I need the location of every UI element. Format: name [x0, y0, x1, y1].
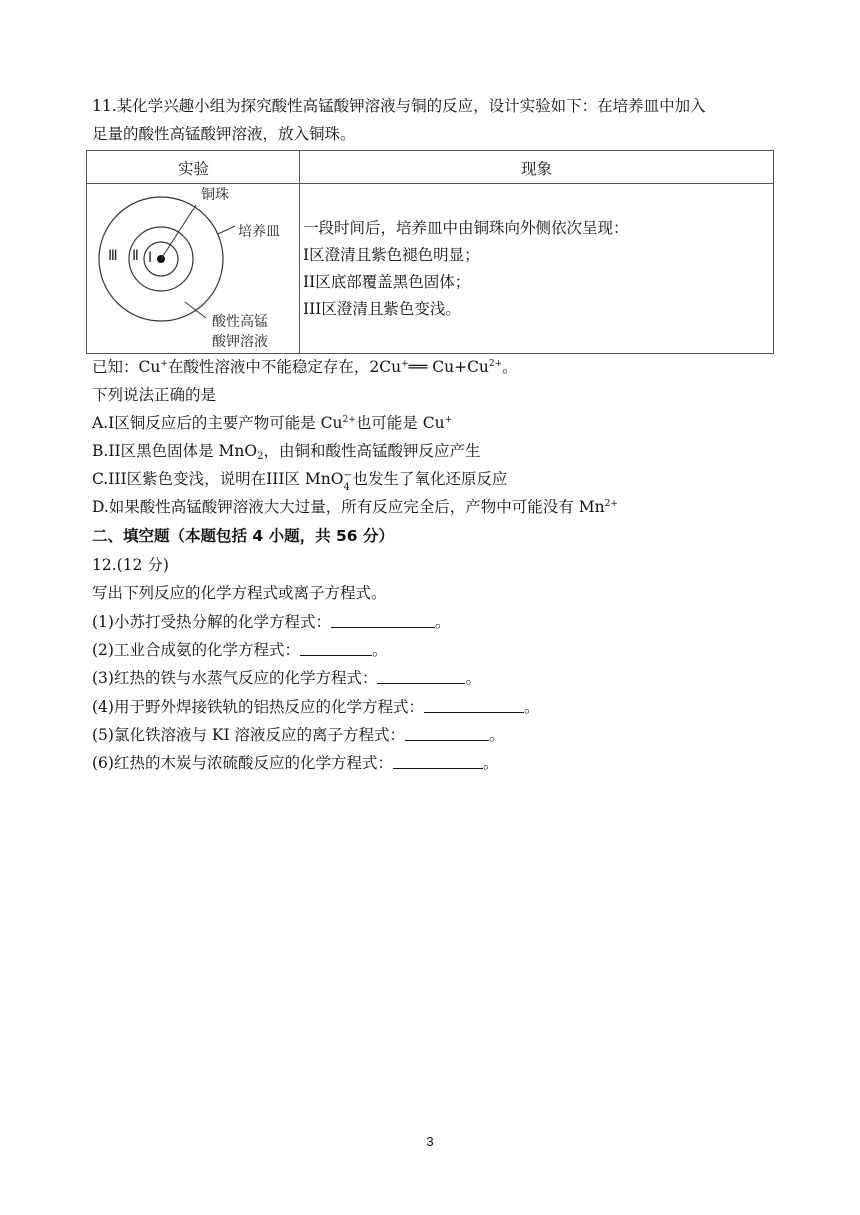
label-solution-1: 酸性高锰: [212, 314, 268, 330]
q11-stem-line2: 足量的酸性高锰酸钾溶液，放入铜珠。: [92, 125, 356, 143]
header-phenomenon: 现象: [521, 160, 553, 178]
phenomenon-line-1: 一段时间后，培养皿中由铜珠向外侧依次呈现：: [303, 219, 629, 237]
answer-blank-5[interactable]: [405, 725, 489, 741]
q11-prompt: 下列说法正确的是: [92, 386, 217, 404]
option-c: C.III区紫色变浅，说明在III区 MnO − 4 也发生了氧化还原反应: [92, 470, 508, 493]
section-heading: 二、填空题（本题包括 4 小题，共 56 分）: [92, 527, 394, 545]
copper-pointer: [161, 205, 196, 259]
known-condition: 已知：Cu+在酸性溶液中不能稳定存在，2Cu+══ $Cu+Cu^{2+}$。: [92, 358, 518, 376]
option-b: B.II区黑色固体是 MnO$_2$，由铜和酸性高锰酸钾反应产生: [92, 442, 481, 462]
q12-item-5: (5)氯化铁溶液与 KI 溶液反应的离子方程式： 。: [92, 726, 505, 744]
table-divider: [299, 151, 300, 353]
page-number: 3: [426, 1134, 434, 1149]
q11-stem-line1: 11.某化学兴趣小组为探究酸性高锰酸钾溶液与铜的反应，设计实验如下：在培养皿中加入: [92, 97, 706, 115]
q12-item-3: (3)红热的铁与水蒸气反应的化学方程式： 。: [92, 669, 481, 687]
petri-dish-diagram: [88, 184, 298, 358]
answer-blank-3[interactable]: [377, 668, 465, 684]
label-solution-2: 酸钾溶液: [212, 334, 268, 350]
label-petri-dish: 培养皿: [238, 224, 280, 240]
answer-blank-2[interactable]: [300, 640, 372, 656]
label-zone2: Ⅱ: [132, 248, 139, 264]
phenomenon-line-3: II区底部覆盖黑色固体；: [303, 273, 471, 291]
answer-blank-4[interactable]: [424, 697, 524, 713]
q12-item-2: (2)工业合成氨的化学方程式： 。: [92, 641, 388, 659]
answer-blank-1[interactable]: [331, 612, 435, 628]
q12-item-1: (1)小苏打受热分解的化学方程式： 。: [92, 613, 451, 631]
phenomenon-line-4: III区澄清且紫色变浅。: [303, 300, 461, 318]
header-experiment: 实验: [178, 160, 210, 178]
q12-intro: 写出下列反应的化学方程式或离子方程式。: [92, 584, 387, 602]
answer-blank-6[interactable]: [393, 753, 483, 769]
label-zone1: I: [148, 250, 153, 266]
option-a: A.I区铜反应后的主要产物可能是 $Cu^{2+}$也可能是 Cu+: [92, 414, 453, 432]
option-d: D.如果酸性高锰酸钾溶液大大过量，所有反应完全后，产物中可能没有 $Mn^{2+}$: [92, 498, 618, 516]
q12-item-4: (4)用于野外焊接铁轨的铝热反应的化学方程式： 。: [92, 698, 540, 716]
q12-item-6: (6)红热的木炭与浓硫酸反应的化学方程式： 。: [92, 754, 499, 772]
q12-number: 12.(12 分): [92, 556, 169, 574]
phenomenon-line-2: I区澄清且紫色褪色明显；: [303, 246, 480, 264]
experiment-table: [86, 150, 774, 354]
label-copper-bead: 铜珠: [201, 187, 229, 203]
dish-pointer: [218, 226, 235, 234]
label-zone3: Ⅲ: [108, 248, 118, 264]
